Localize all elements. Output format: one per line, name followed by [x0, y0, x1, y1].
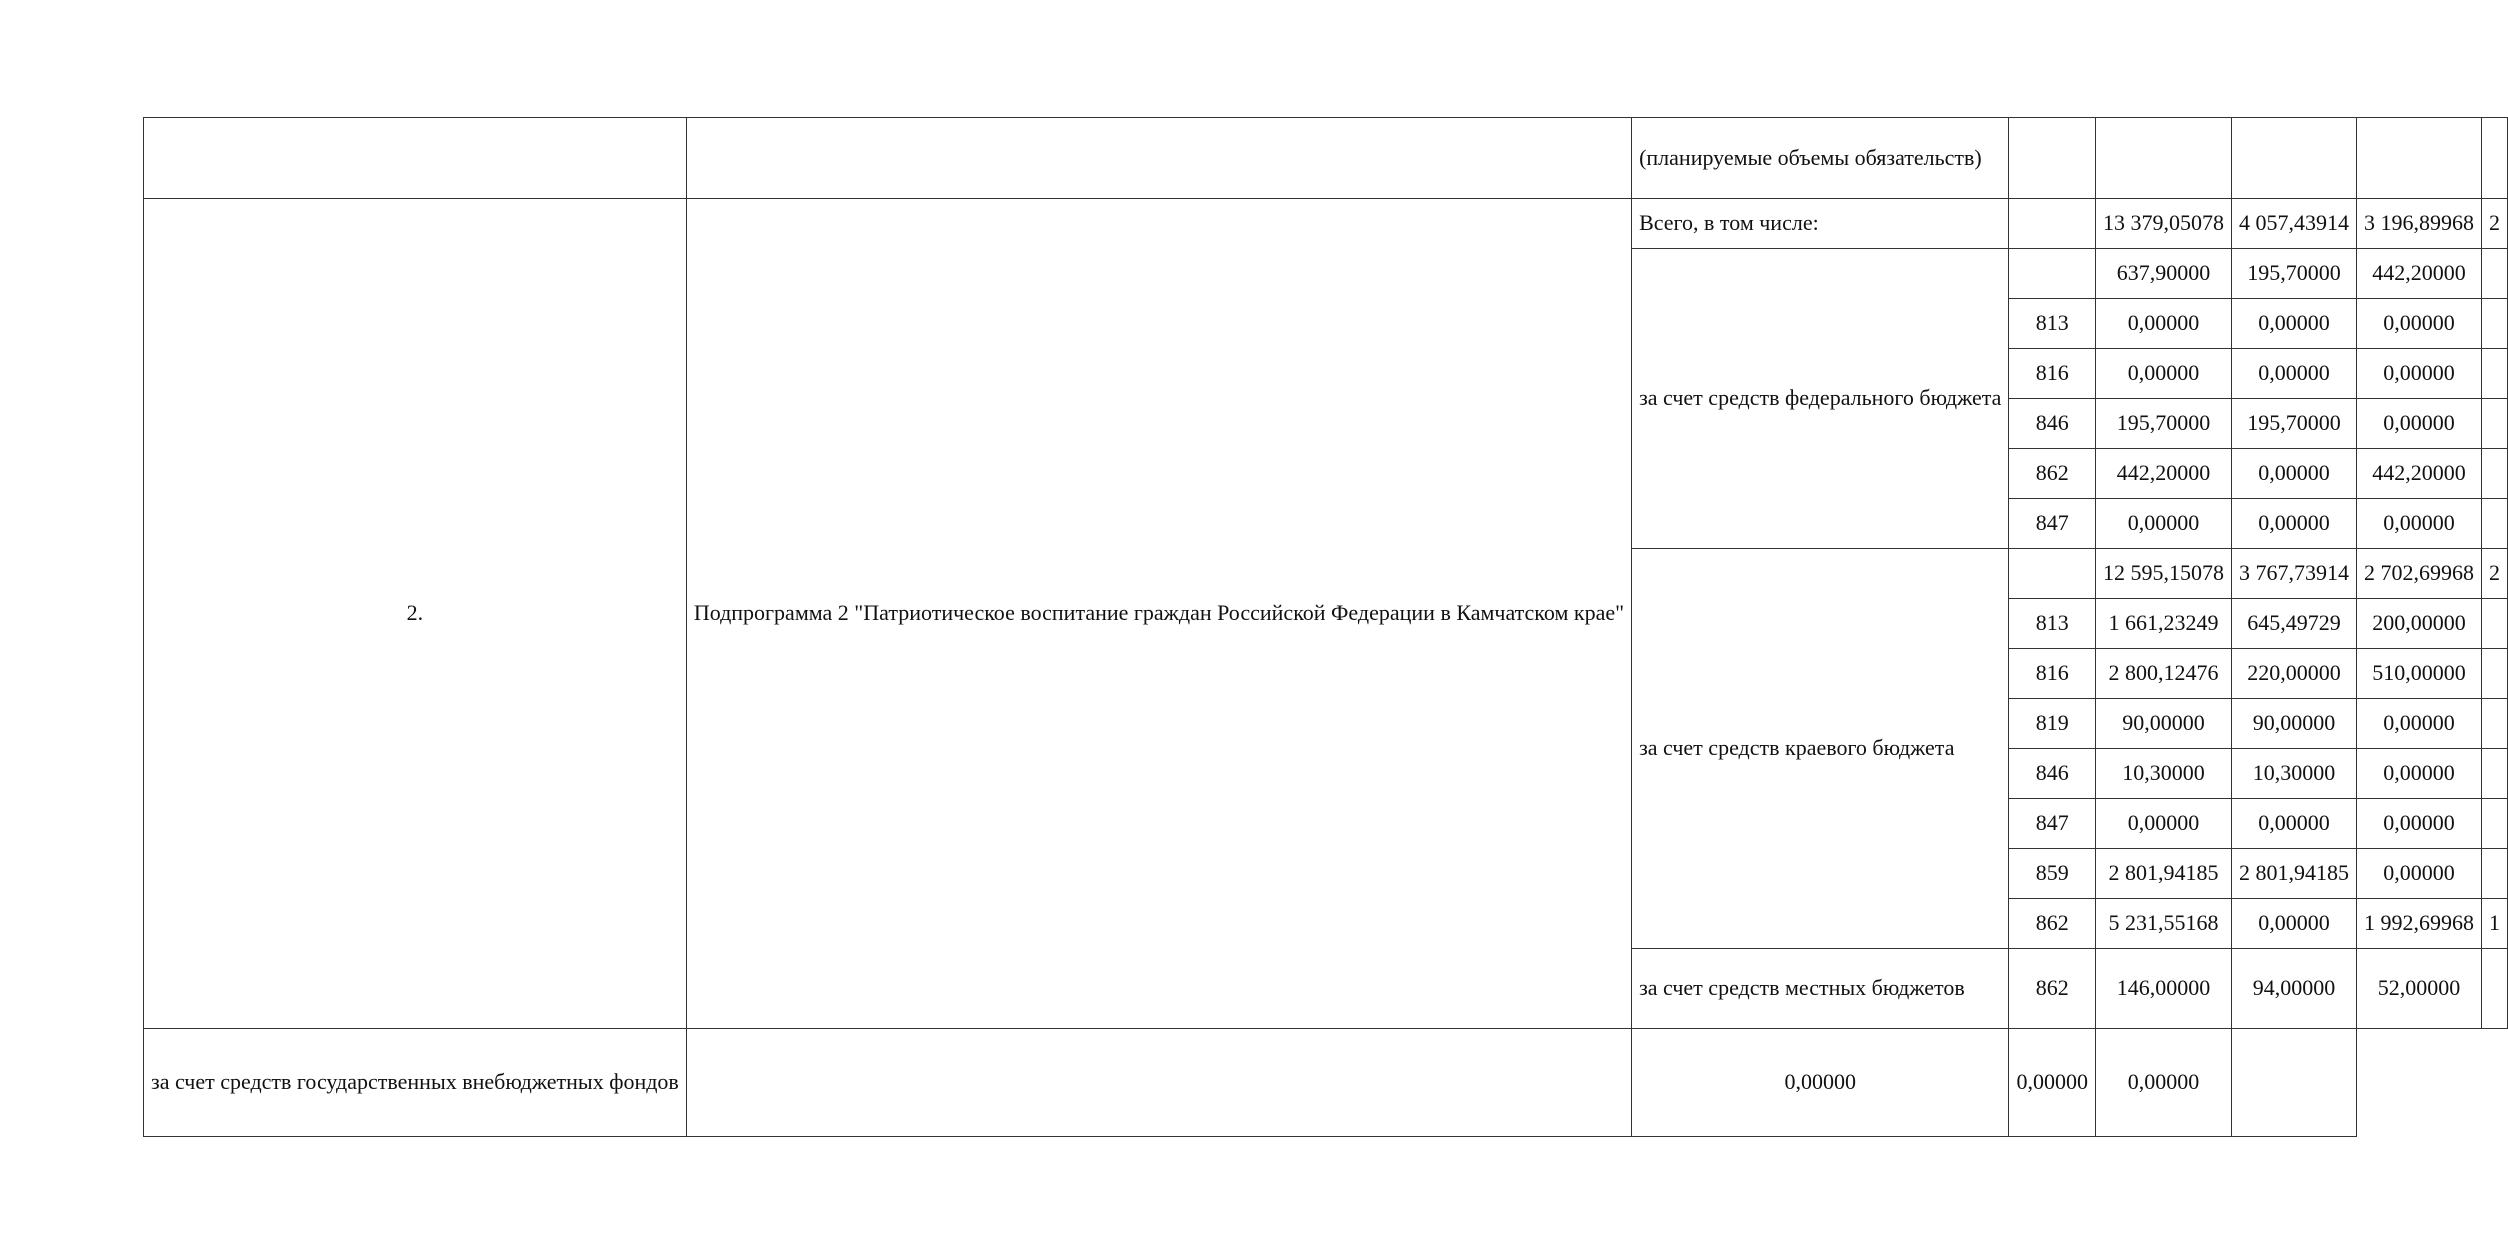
value-cell: 10,30000 [2095, 749, 2231, 799]
value-cell: 90,00000 [2095, 699, 2231, 749]
value-cell: 3 196,89968 [2356, 199, 2481, 249]
value-cell: 0,00000 [2009, 1029, 2096, 1137]
value-cell: 0,00000 [2356, 399, 2481, 449]
value-cell: 0,00000 [2356, 349, 2481, 399]
clipped-cell: 2 [2481, 199, 2507, 249]
clipped-cell [2481, 118, 2507, 199]
value-cell: 2 801,94185 [2231, 849, 2356, 899]
code-cell [2009, 199, 2096, 249]
value-cell: 2 801,94185 [2095, 849, 2231, 899]
table-row-total [144, 199, 2508, 249]
clipped-cell [2481, 849, 2507, 899]
code-cell: 813 [2009, 299, 2096, 349]
program-cell [686, 118, 1631, 199]
federal-budget-label: за счет средств федерального бюджета [1632, 249, 2009, 549]
value-cell: 0,00000 [2356, 849, 2481, 899]
clipped-cell [2481, 599, 2507, 649]
value-cell: 0,00000 [1632, 1029, 2009, 1137]
value-cell: 0,00000 [2095, 299, 2231, 349]
clipped-cell [2481, 799, 2507, 849]
value-cell: 442,20000 [2356, 449, 2481, 499]
code-cell [2009, 549, 2096, 599]
budget-table [143, 117, 2508, 1137]
value-cell [2231, 118, 2356, 199]
code-cell [686, 1029, 1631, 1137]
code-cell: 846 [2009, 399, 2096, 449]
value-cell: 5 231,55168 [2095, 899, 2231, 949]
value-cell: 200,00000 [2356, 599, 2481, 649]
value-cell: 0,00000 [2356, 299, 2481, 349]
value-cell: 3 767,73914 [2231, 549, 2356, 599]
code-cell: 813 [2009, 599, 2096, 649]
clipped-cell [2481, 499, 2507, 549]
local-budget-label: за счет средств местных бюджетов [1632, 949, 2009, 1029]
value-cell: 637,90000 [2095, 249, 2231, 299]
value-cell: 0,00000 [2231, 899, 2356, 949]
code-cell [2009, 118, 2096, 199]
clipped-cell [2481, 699, 2507, 749]
clipped-cell [2481, 749, 2507, 799]
code-cell: 862 [2009, 449, 2096, 499]
table-row [144, 118, 2508, 199]
value-cell: 2 800,12476 [2095, 649, 2231, 699]
code-cell: 846 [2009, 749, 2096, 799]
code-cell: 859 [2009, 849, 2096, 899]
value-cell: 0,00000 [2356, 749, 2481, 799]
value-cell: 0,00000 [2231, 799, 2356, 849]
value-cell: 195,70000 [2231, 249, 2356, 299]
value-cell: 0,00000 [2231, 299, 2356, 349]
total-label: Всего, в том числе: [1632, 199, 2009, 249]
value-cell: 0,00000 [2095, 1029, 2231, 1137]
code-cell: 847 [2009, 799, 2096, 849]
clipped-cell [2481, 649, 2507, 699]
value-cell: 90,00000 [2231, 699, 2356, 749]
clipped-cell [2481, 449, 2507, 499]
code-cell: 816 [2009, 349, 2096, 399]
value-cell: 94,00000 [2231, 949, 2356, 1029]
value-cell: 0,00000 [2231, 349, 2356, 399]
clipped-cell: 1 [2481, 899, 2507, 949]
value-cell: 0,00000 [2356, 699, 2481, 749]
value-cell: 13 379,05078 [2095, 199, 2231, 249]
clipped-cell [2481, 399, 2507, 449]
subprogram-index: 2. [144, 199, 687, 1029]
value-cell [2095, 118, 2231, 199]
clipped-cell: 2 [2481, 549, 2507, 599]
value-cell: 1 992,69968 [2356, 899, 2481, 949]
clipped-cell [2481, 949, 2507, 1029]
funds-label: за счет средств государственных внебюджетных фондов [144, 1029, 687, 1137]
value-cell: 0,00000 [2095, 499, 2231, 549]
code-cell [2009, 249, 2096, 299]
regional-budget-label: за счет средств краевого бюджета [1632, 549, 2009, 949]
value-cell: 645,49729 [2231, 599, 2356, 649]
value-cell: 2 702,69968 [2356, 549, 2481, 599]
value-cell [2356, 118, 2481, 199]
clipped-cell [2481, 299, 2507, 349]
value-cell: 0,00000 [2231, 449, 2356, 499]
value-cell: 0,00000 [2095, 799, 2231, 849]
value-cell: 510,00000 [2356, 649, 2481, 699]
clipped-cell [2481, 249, 2507, 299]
value-cell: 195,70000 [2095, 399, 2231, 449]
value-cell: 0,00000 [2356, 499, 2481, 549]
code-cell: 816 [2009, 649, 2096, 699]
value-cell: 442,20000 [2095, 449, 2231, 499]
value-cell: 146,00000 [2095, 949, 2231, 1029]
value-cell: 1 661,23249 [2095, 599, 2231, 649]
code-cell: 847 [2009, 499, 2096, 549]
value-cell: 52,00000 [2356, 949, 2481, 1029]
code-cell: 862 [2009, 949, 2096, 1029]
obligations-note: (планируемые объемы обязательств) [1632, 118, 2009, 199]
clipped-cell [2481, 349, 2507, 399]
subprogram-title: Подпрограмма 2 "Патриотическое воспитание граждан Российской Федерации в Камчатском крае" [686, 199, 1631, 1029]
table-row-funds [144, 1029, 2508, 1137]
value-cell: 0,00000 [2356, 799, 2481, 849]
value-cell: 442,20000 [2356, 249, 2481, 299]
code-cell: 819 [2009, 699, 2096, 749]
clipped-cell [2231, 1029, 2356, 1137]
value-cell: 10,30000 [2231, 749, 2356, 799]
value-cell: 12 595,15078 [2095, 549, 2231, 599]
value-cell: 195,70000 [2231, 399, 2356, 449]
code-cell: 862 [2009, 899, 2096, 949]
value-cell: 0,00000 [2231, 499, 2356, 549]
index-cell [144, 118, 687, 199]
value-cell: 0,00000 [2095, 349, 2231, 399]
value-cell: 220,00000 [2231, 649, 2356, 699]
value-cell: 4 057,43914 [2231, 199, 2356, 249]
